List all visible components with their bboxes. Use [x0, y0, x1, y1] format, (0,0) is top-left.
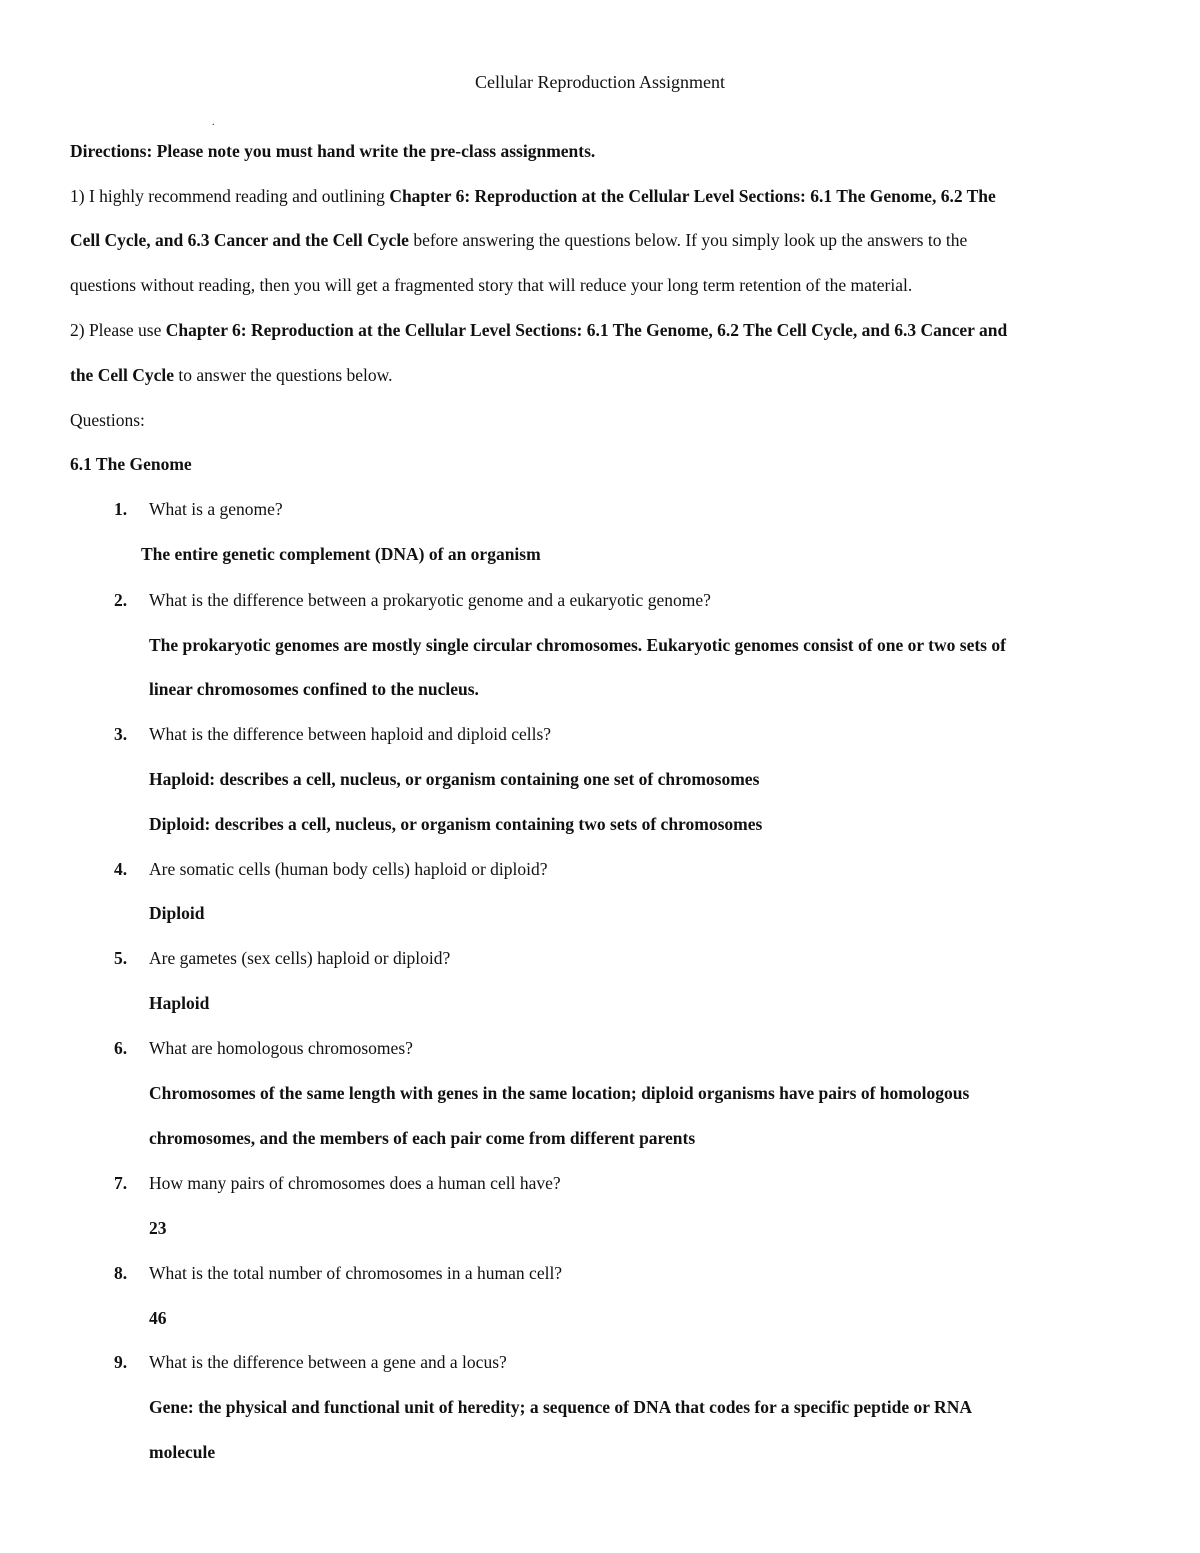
answer-text: Gene: the physical and functional unit of heredity; a sequence of DNA that codes for a specific peptide or RNA	[149, 1397, 972, 1417]
answer-text: Chromosomes of the same length with genes in the same location; diploid organisms have pairs of homologous	[149, 1083, 970, 1103]
instruction-1-line-1	[70, 185, 996, 207]
instruction-1-rest: before answering the questions below. If you simply look up the answers to the	[408, 230, 968, 250]
question-text: What is the total number of chromosomes in a human cell?	[149, 1263, 563, 1283]
question-text: What is the difference between a gene and a locus?	[149, 1352, 507, 1372]
instruction-1-line-2	[70, 229, 967, 251]
answer-text: The prokaryotic genomes are mostly single circular chromosomes. Eukaryotic genomes consist of one or two sets of	[149, 635, 1006, 655]
answer-text: Haploid: describes a cell, nucleus, or organism containing one set of chromosomes	[149, 769, 760, 789]
question-number: 6.	[114, 1038, 128, 1058]
question-text: What is a genome?	[149, 499, 283, 519]
instruction-2-line-2	[70, 364, 393, 386]
instruction-2-rest: to answer the questions below.	[174, 365, 393, 385]
answer-text: Diploid: describes a cell, nucleus, or organism containing two sets of chromosomes	[149, 814, 763, 834]
answer-text: linear chromosomes confined to the nucleus.	[149, 679, 479, 699]
question-number: 3.	[114, 724, 128, 744]
answer-text: Haploid	[149, 993, 210, 1013]
instruction-2-line-1	[70, 319, 1007, 341]
question-number: 7.	[114, 1173, 128, 1193]
instruction-1-prefix: 1) I highly recommend reading and outlining	[70, 186, 390, 206]
answer-text: 23	[149, 1218, 167, 1238]
question-text: Are somatic cells (human body cells) haploid or diploid?	[149, 859, 548, 879]
section-heading: 6.1 The Genome	[70, 454, 192, 474]
questions-label: Questions:	[70, 410, 145, 430]
question-number: 4.	[114, 859, 128, 879]
stray-mark: .	[212, 117, 215, 128]
instruction-2-chapter-ref-cont: the Cell Cycle	[70, 365, 174, 385]
question-number: 1.	[114, 499, 128, 519]
question-number: 9.	[114, 1352, 128, 1372]
answer-text: chromosomes, and the members of each pair come from different parents	[149, 1128, 696, 1148]
question-text: Are gametes (sex cells) haploid or diploid?	[149, 948, 451, 968]
answer-text: molecule	[149, 1442, 216, 1462]
answer-text: Diploid	[149, 903, 205, 923]
question-text: What are homologous chromosomes?	[149, 1038, 413, 1058]
instruction-2-prefix: 2) Please use	[70, 320, 166, 340]
question-number: 2.	[114, 590, 128, 610]
question-number: 5.	[114, 948, 128, 968]
answer-text: The entire genetic complement (DNA) of an organism	[141, 544, 541, 564]
question-number: 8.	[114, 1263, 128, 1283]
instruction-2-chapter-ref: Chapter 6: Reproduction at the Cellular Level Sections: 6.1 The Genome, 6.2 The Cell Cycle, and 6.3 Cancer and	[165, 320, 1008, 340]
document-title: Cellular Reproduction Assignment	[475, 72, 725, 92]
directions-text: Directions: Please note you must hand write the pre-class assignments.	[70, 141, 596, 161]
instruction-1-chapter-ref: Chapter 6: Reproduction at the Cellular Level Sections: 6.1 The Genome, 6.2 The	[389, 186, 996, 206]
question-text: What is the difference between a prokaryotic genome and a eukaryotic genome?	[149, 590, 711, 610]
instruction-1-line-3: questions without reading, then you will get a fragmented story that will reduce your long term retention of the material.	[70, 275, 913, 295]
answer-text: 46	[149, 1308, 167, 1328]
question-text: What is the difference between haploid and diploid cells?	[149, 724, 552, 744]
instruction-1-chapter-ref-cont: Cell Cycle, and 6.3 Cancer and the Cell Cycle	[70, 230, 409, 250]
question-text: How many pairs of chromosomes does a human cell have?	[149, 1173, 561, 1193]
